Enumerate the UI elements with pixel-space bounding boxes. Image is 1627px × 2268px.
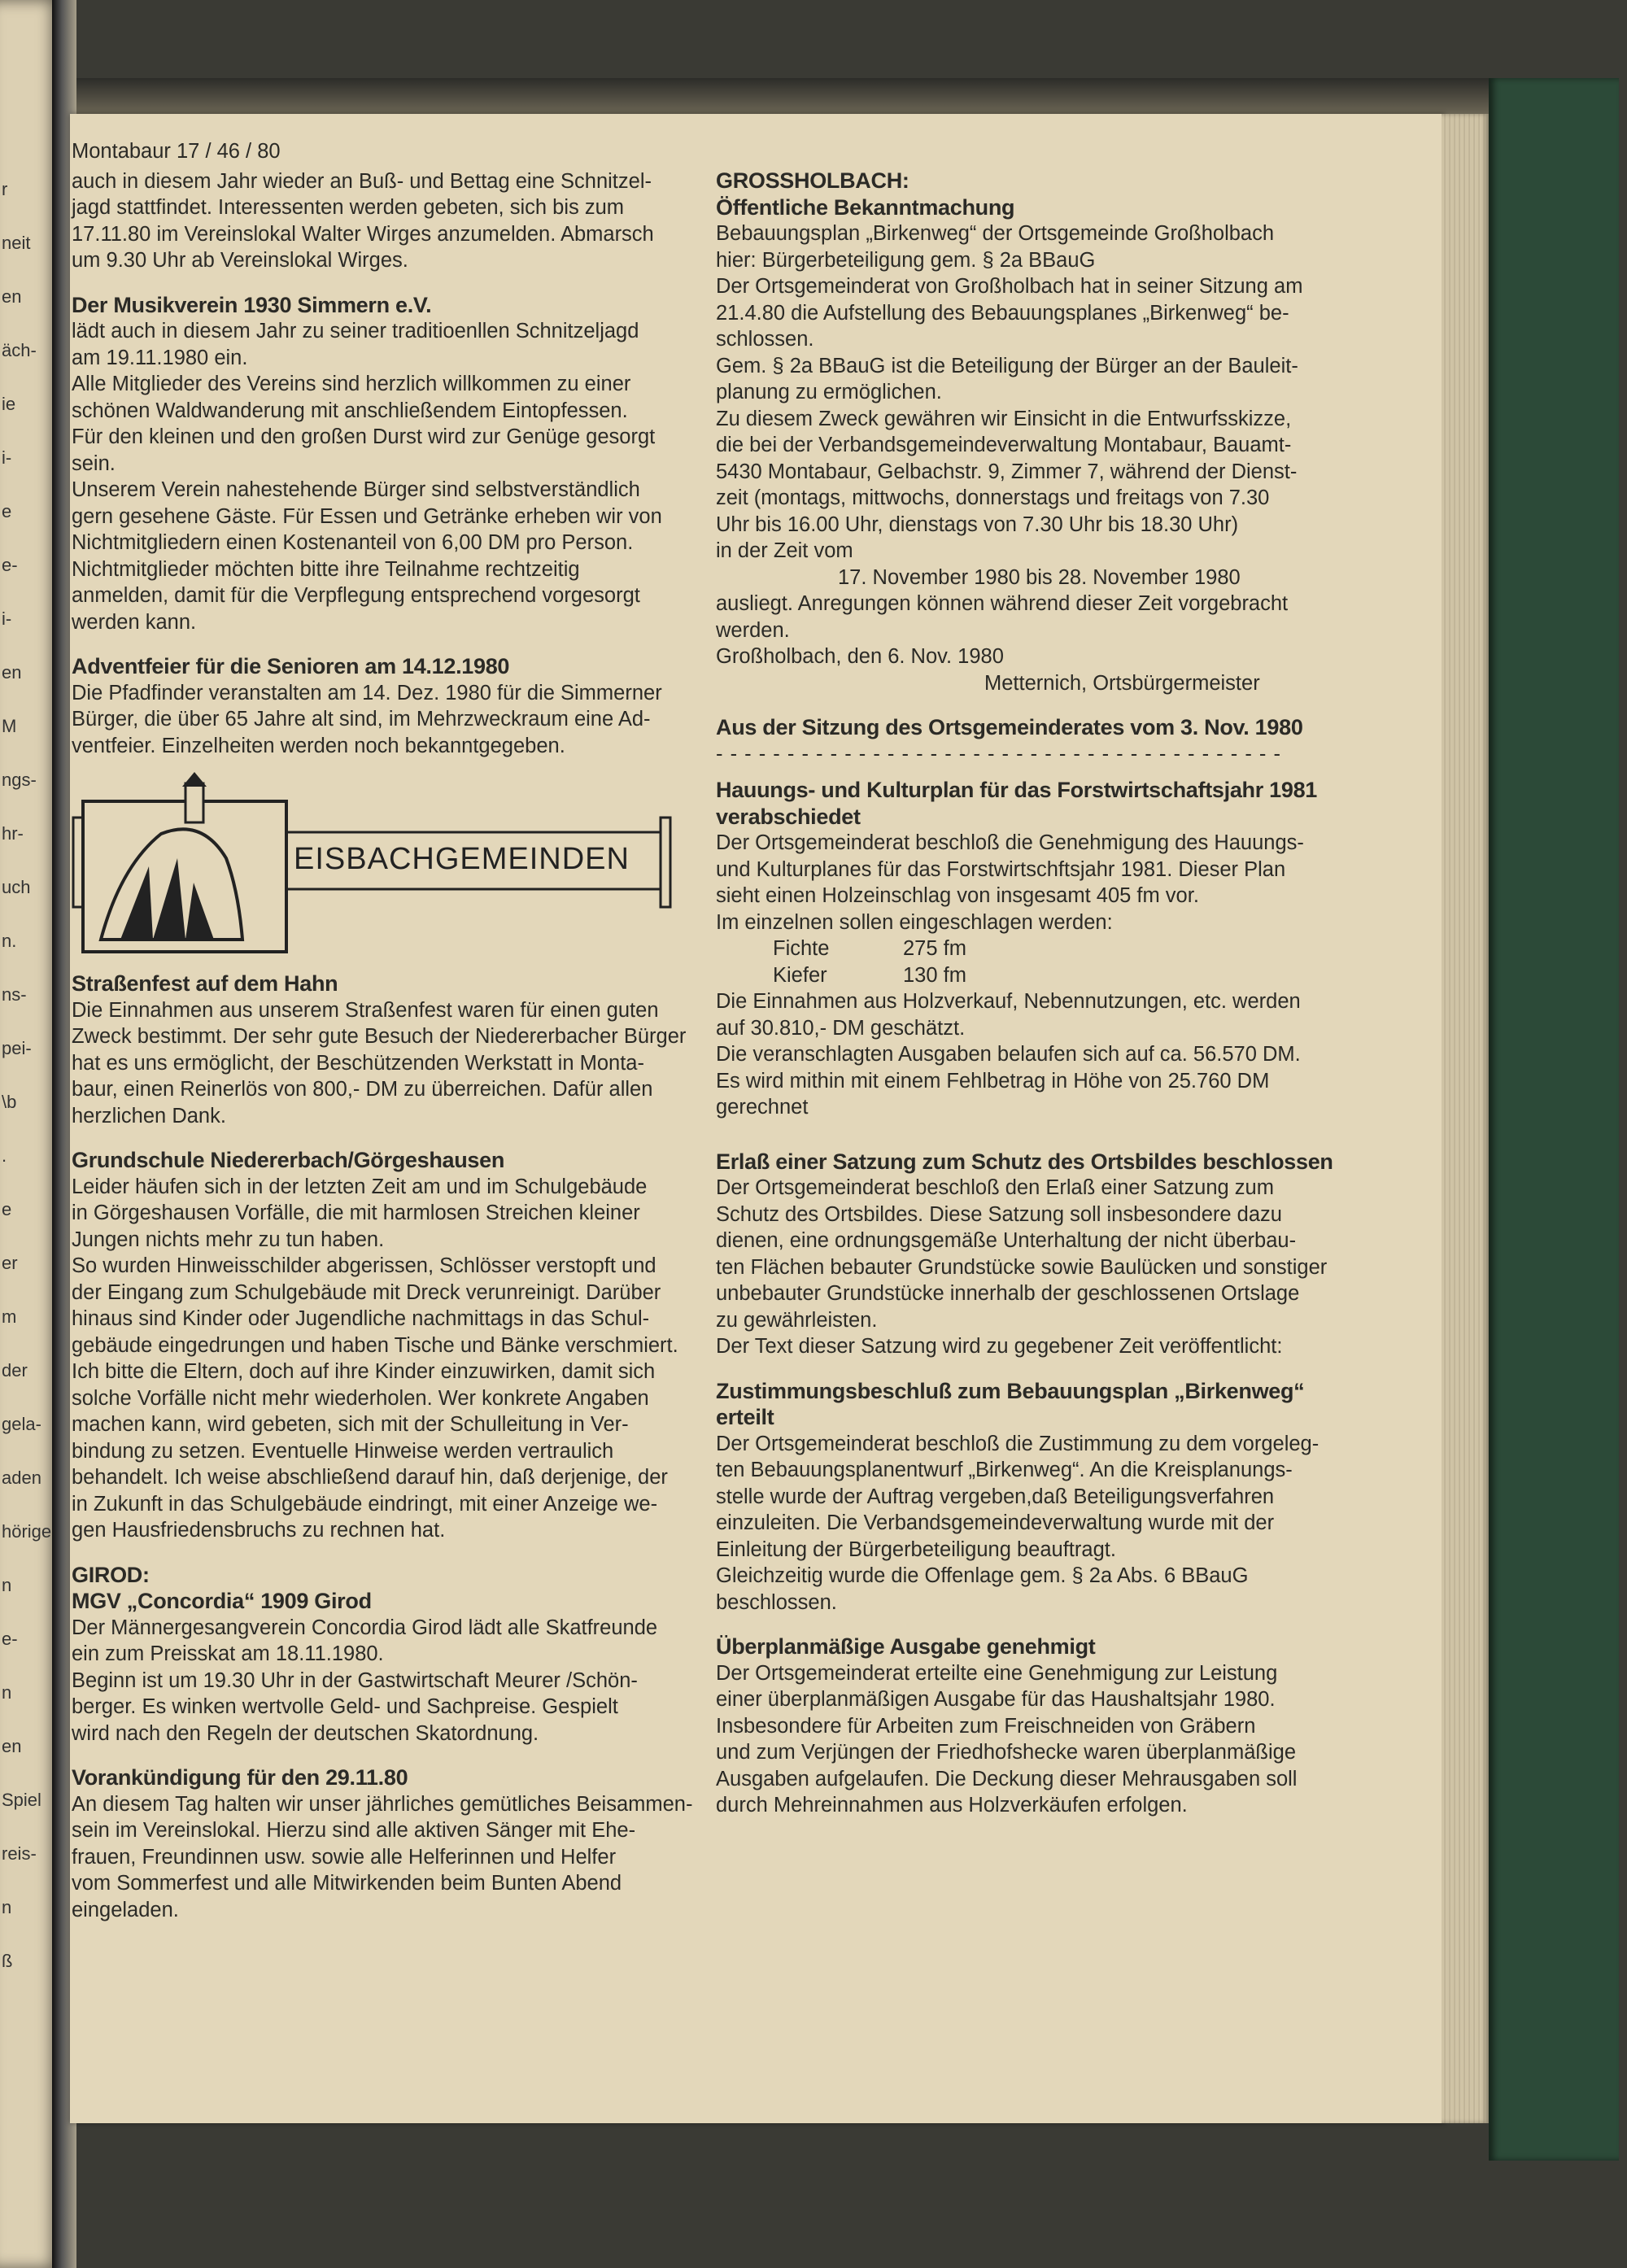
text-line: hier: Bürgerbeteiligung gem. § 2a BBauG [716,248,1096,272]
text-line: zu gewährleisten. [716,1308,878,1332]
text-line: Für den kleinen und den großen Durst wird zur Genüge gesorgt [72,425,656,448]
text-line: lädt auch in diesem Jahr zu seiner traditioenllen Schnitzeljagd [72,320,639,342]
text-line: Nichtmitgliedern einen Kostenanteil von 6,00 DM pro Person. [72,531,634,554]
text-line: durch Mehreinnahmen aus Holzverkäufen erfolgen. [716,1794,1188,1817]
text-line: Jungen nichts mehr zu tun haben. [72,1228,385,1251]
text-line: Ich bitte die Eltern, doch auf ihre Kinder einzuwirken, damit sich [72,1360,656,1383]
text-line: Großholbach, den 6. Nov. 1980 [716,645,1004,668]
bekanntmachung-heading: Öffentliche Bekanntmachung [716,194,1015,220]
text-line: hinaus sind Kinder oder Jugendliche nachmittags in das Schul- [72,1307,650,1330]
text-line: in Zukunft in das Schulgebäude eindringt, mit einer Anzeige we- [72,1492,658,1516]
text-line: Einleitung der Bürgerbeteiligung beauftragt. [716,1537,1116,1561]
text-line: Leider häufen sich in der letzten Zeit am und im Schulgebäude [72,1175,648,1198]
text-line: Schutz des Ortsbildes. Diese Satzung soll insbesondere dazu [716,1202,1282,1226]
previous-page-fragment: aden [2,1468,41,1488]
hauungsplan-text-after [716,988,1367,1121]
text-line: anmelden, damit für die Verpflegung entsprechend vorgesorgt [72,584,640,607]
ausgabe-heading: Überplanmäßige Ausgabe genehmigt [716,1634,1096,1659]
binding-shadow-top [57,78,1489,114]
satzung-text [716,1175,1367,1360]
text-line: und zum Verjüngen der Friedhofshecke waren überplanmäßige [716,1741,1297,1764]
text-line: werden. [716,618,790,642]
text-line: Zu diesem Zweck gewähren wir Einsicht in die Entwurfsskizze, [716,407,1292,430]
previous-page-fragment: e- [2,1629,18,1649]
text-line: zeit (montags, mittwochs, donnerstags und freitags von 7.30 [716,486,1270,509]
text-line: Der Ortsgemeinderat beschloß die Genehmigung des Hauungs- [716,831,1304,854]
zustimmung-heading: Zustimmungsbeschluß zum Bebauungsplan „Birkenweg“ erteilt [716,1378,1305,1429]
previous-page-fragment: reis- [2,1843,37,1864]
text-line: Der Ortsgemeinderat von Großholbach hat in seiner Sitzung am [716,275,1303,298]
previous-page-fragment: der [2,1360,28,1380]
text-line: Die veranschlagten Ausgaben belaufen sich auf ca. 56.570 DM. [716,1043,1301,1066]
vorankuendigung-heading: Vorankündigung für den 29.11.80 [72,1765,408,1790]
text-line: wird nach den Regeln der deutschen Skatordnung. [72,1721,539,1745]
text-line: Der Männergesangverein Concordia Girod lädt alle Skatfreunde [72,1616,658,1639]
text-line: eingeladen. [72,1898,179,1921]
text-line: 21.4.80 die Aufstellung des Bebauungsplanes „Birkenweg“ be- [716,301,1289,325]
text-line: gern gesehene Gäste. Für Essen und Getränke erheben wir von [72,504,662,528]
text-line: Bebauungsplan „Birkenweg“ der Ortsgemeinde Großholbach [716,222,1275,245]
satzung-heading: Erlaß einer Satzung zum Schutz des Ortsbildes beschlossen [716,1149,1333,1174]
text-line: auch in diesem Jahr wieder an Buß- und Bettag eine Schnitzel- [72,169,652,193]
previous-page-fragment: uch [2,877,31,897]
previous-page-fragment: e [2,501,12,521]
text-line: Ausgaben aufgelaufen. Die Deckung dieser Mehrausgaben soll [716,1767,1298,1790]
text-line: berger. Es winken wertvolle Geld- und Sachpreise. Gespielt [72,1695,618,1718]
text-line: behandelt. Ich weise abschließend darauf hin, daß derjenige, der [72,1466,668,1489]
previous-page-fragment: i- [2,608,12,629]
previous-page-fragment: hörige [2,1521,52,1542]
previous-page-fragment: er [2,1253,18,1273]
previous-page-fragment: en [2,1736,22,1756]
strassenfest-heading: Straßenfest auf dem Hahn [72,971,338,996]
table-cell-volume: 275 fm [903,937,966,960]
text-line: ten Bebauungsplanentwurf „Birkenweg“. An die Kreisplanungs- [716,1459,1293,1481]
text-line: stelle wurde der Auftrag vergeben,daß Beteiligungsverfahren [716,1485,1275,1508]
text-line: hat es uns ermöglicht, der Beschützenden Werkstatt in Monta- [72,1051,644,1075]
text-line: So wurden Hinweisschilder abgerissen, Schlösser verstopft und [72,1254,656,1277]
adventfeier-heading: Adventfeier für die Senioren am 14.12.1980 [72,654,510,678]
text-line: am 19.11.1980 ein. [72,346,248,369]
text-line: machen kann, wird gebeten, sich mit der Schulleitung in Ver- [72,1413,629,1436]
signature: Metternich, Ortsbürgermeister [984,671,1260,695]
table-cell-species: Fichte [773,937,830,960]
dashed-rule: - - - - - - - - - - - - - - - - - - - - - - - - - - - - - - - - - - - - - - - - [716,742,1281,765]
text-line: Die Pfadfinder veranstalten am 14. Dez. 1980 für die Simmerner [72,681,662,704]
table-row [773,962,1367,989]
text-line: sein im Vereinslokal. Hierzu sind alle aktiven Sänger mit Ehe- [72,1819,636,1842]
text-line: solche Vorfälle nicht mehr wiederholen. Wer konkrete Angaben [72,1386,649,1410]
text-line: Beginn ist um 19.30 Uhr in der Gastwirtschaft Meurer /Schön- [72,1668,638,1692]
text-line: Uhr bis 16.00 Uhr, dienstags von 7.30 Uhr bis 18.30 Uhr) [716,512,1239,536]
text-line: Gleichzeitig wurde die Offenlage gem. § 2a Abs. 6 BBauG [716,1564,1249,1587]
ausgabe-text [716,1660,1367,1819]
text-line: ventfeier. Einzelheiten werden noch bekanntgegeben. [72,734,565,757]
text-line: jagd stattfindet. Interessenten werden gebeten, sich bis zum [72,196,624,219]
text-line: beschlossen. [716,1590,837,1614]
text-line: sein. [72,451,116,475]
text-line: ausliegt. Anregungen können während dieser Zeit vorgebracht [716,592,1289,615]
previous-page-fragment: ie [2,394,16,414]
intro-text [72,168,706,274]
text-line: baur, einen Reinerlös von 800,- DM zu überreichen. Dafür allen [72,1078,653,1101]
banner-title: EISBACHGEMEINDEN [294,842,630,876]
text-line: und Kulturplanes für das Forstwirtschftsjahr 1981. Dieser Plan [716,857,1286,881]
hauungsplan-heading: Hauungs- und Kulturplan für das Forstwirtschaftsjahr 1981 [716,778,1318,802]
text-line: werden kann. [72,610,197,634]
text-line: frauen, Freundinnen usw. sowie alle Helferinnen und Helfer [72,1845,617,1869]
text-line: planung zu ermöglichen. [716,381,942,403]
text-line: ten Flächen bebauter Grundstücke sowie Baulücken und sonstiger [716,1255,1328,1279]
previous-page-fragment: pei- [2,1038,32,1058]
strassenfest-text [72,997,706,1130]
grundschule-heading: Grundschule Niedererbach/Görgeshausen [72,1148,505,1172]
text-line: bindung zu setzen. Eventuelle Hinweise werden vertraulich [72,1439,614,1463]
text-line: schönen Waldwanderung mit anschließendem Eintopfessen. [72,399,628,422]
table-row [773,936,1367,962]
previous-page-fragment: e [2,1199,12,1219]
right-column [716,168,1367,1819]
text-line: in der Zeit vom [716,539,853,562]
previous-page-fragment: n [2,1575,12,1595]
bekanntmachung-text-after [716,591,1367,670]
previous-page-fragment: i- [2,447,12,468]
previous-page-fragment: gela- [2,1414,41,1434]
text-line: die bei der Verbandsgemeindeverwaltung Montabaur, Bauamt- [716,434,1292,456]
table-cell-species: Kiefer [773,963,827,987]
previous-page-fragment: m [2,1306,17,1327]
text-line: Es wird mithin mit einem Fehlbetrag in Höhe von 25.760 DM [716,1069,1270,1093]
text-line: schlossen. [716,328,814,351]
auslage-date-range: 17. November 1980 bis 28. November 1980 [838,565,1241,589]
hauungsplan-text [716,830,1367,936]
holz-table [716,936,1367,988]
text-line: Gem. § 2a BBauG ist die Beteiligung der Bürger an der Bauleit- [716,354,1298,377]
text-line: An diesem Tag halten wir unser jährliches gemütliches Beisammen- [72,1792,693,1816]
text-line: einer überplanmäßigen Ausgabe für das Haushaltsjahr 1980. [716,1688,1276,1711]
text-line: Im einzelnen sollen eingeschlagen werden: [716,910,1113,934]
previous-page-fragment: \b [2,1092,17,1112]
sitzung-heading: Aus der Sitzung des Ortsgemeinderates vom 3. Nov. 1980 [716,715,1303,739]
text-line: einzuleiten. Die Verbandsgemeindeverwaltung wurde mit der [716,1511,1275,1534]
previous-page-fragment: M [2,716,17,736]
bekanntmachung-text [716,220,1367,565]
text-line: Unserem Verein nahestehende Bürger sind selbstverständlich [72,478,640,501]
page-reference: Montabaur 17 / 46 / 80 [72,140,281,163]
text-line: in Görgeshausen Vorfälle, die mit harmlosen Streichen kleiner [72,1202,640,1224]
text-line: vom Sommerfest und alle Mitwirkenden beim Bunten Abend [72,1872,622,1895]
previous-page-fragment: e- [2,555,18,575]
text-line: 5430 Montabaur, Gelbachstr. 9, Zimmer 7, während der Dienst- [716,460,1298,483]
book-cover [1489,78,1619,2161]
grossholbach-heading: GROSSHOLBACH: [716,168,909,193]
table-cell-volume: 130 fm [903,963,966,987]
previous-page-fragment: r [2,179,8,199]
previous-page-fragment: n. [2,931,17,951]
vorankuendigung-text [72,1791,706,1924]
girod-subheading: MGV „Concordia“ 1909 Girod [72,1589,372,1613]
previous-page-fragment: ngs- [2,770,37,790]
text-line: Bürger, die über 65 Jahre alt sind, im Mehrzweckraum eine Ad- [72,708,651,731]
previous-page-fragment: äch- [2,340,37,360]
text-line: Der Ortsgemeinderat beschloß den Erlaß einer Satzung zum [716,1176,1274,1199]
text-line: der Eingang zum Schulgebäude mit Dreck verunreinigt. Darüber [72,1280,661,1304]
text-line: Insbesondere für Arbeiten zum Freischneiden von Gräbern [716,1714,1256,1738]
previous-page-fragment: hr- [2,823,24,844]
adventfeier-text [72,680,706,760]
text-line: Zweck bestimmt. Der sehr gute Besuch der Niedererbacher Bürger [72,1025,687,1048]
left-column [72,138,706,1923]
text-line: gen Hausfriedensbruchs zu rechnen hat. [72,1519,446,1542]
musikverein-heading: Der Musikverein 1930 Simmern e.V. [72,292,432,317]
previous-page-fragment: . [2,1145,7,1166]
text-line: Der Text dieser Satzung wird zu gegebener Zeit veröffentlicht: [716,1335,1283,1358]
page-stack-edges [1442,114,1490,2123]
previous-page-fragment: en [2,662,22,683]
text-line: 17.11.80 im Vereinslokal Walter Wirges anzumelden. Abmarsch [72,222,654,246]
text-line: unbebauter Grundstücke innerhalb der geschlossenen Ortslage [716,1282,1300,1305]
text-line: ein zum Preisskat am 18.11.1980. [72,1642,384,1665]
previous-page-fragment: ns- [2,984,27,1005]
text-line: sieht einen Holzeinschlag von insgesamt 405 fm vor. [716,884,1199,907]
previous-page-fragment: ß [2,1951,13,1971]
previous-page-fragment: n [2,1897,12,1917]
eisbachgemeinden-banner [72,769,706,956]
previous-page-fragment: en [2,286,22,307]
text-line: um 9.30 Uhr ab Vereinslokal Wirges. [72,249,408,272]
hauungsplan-heading-2: verabschiedet [716,804,861,829]
grundschule-text [72,1174,706,1544]
text-line: Die Einnahmen aus unserem Straßenfest waren für einen guten [72,998,659,1022]
girod-heading: GIROD: [72,1562,150,1587]
text-line: Nichtmitglieder möchten bitte ihre Teilnahme rechtzeitig [72,557,580,581]
text-line: auf 30.810,- DM geschätzt. [716,1016,966,1040]
girod-text [72,1615,706,1747]
text-line: gerechnet [716,1096,809,1119]
musikverein-text [72,318,706,635]
text-line: Die Einnahmen aus Holzverkauf, Nebennutzungen, etc. werden [716,990,1301,1013]
text-line: gebäude eingedrungen und haben Tische und Bänke verschmiert. [72,1333,678,1357]
text-line: herzlichen Dank. [72,1104,226,1127]
text-line: Der Ortsgemeinderat beschloß die Zustimmung zu dem vorgeleg- [716,1432,1319,1455]
text-line: Der Ortsgemeinderat erteilte eine Genehmigung zur Leistung [716,1661,1278,1685]
previous-page-fragment: n [2,1682,12,1703]
zustimmung-text [716,1431,1367,1616]
text-line: dienen, eine ordnungsgemäße Unterhaltung der nicht überbau- [716,1229,1297,1252]
previous-page-fragment: Spiel [2,1790,41,1810]
text-line: Alle Mitglieder des Vereins sind herzlich willkommen zu einer [72,373,631,395]
previous-page-fragment: neit [2,233,31,253]
